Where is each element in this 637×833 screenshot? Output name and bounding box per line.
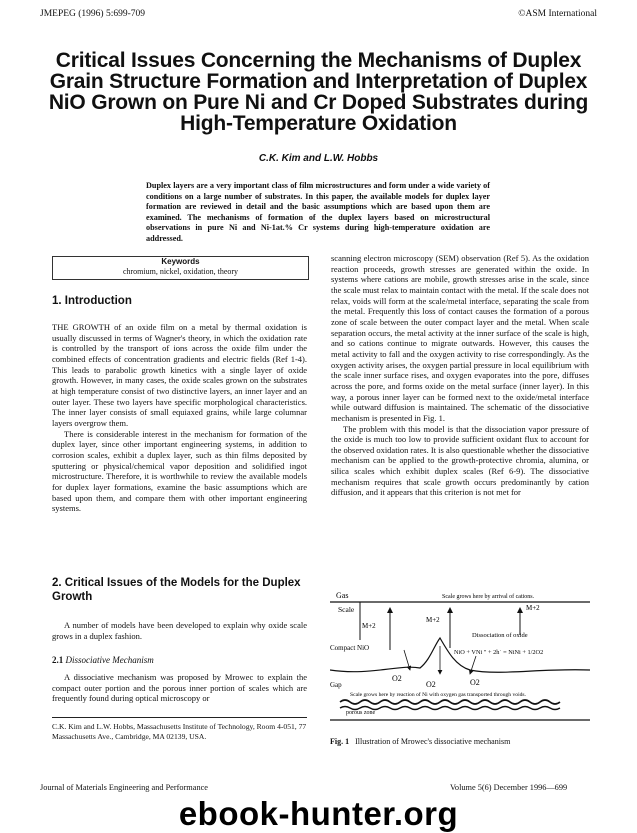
subsection-2-1-body [52, 672, 307, 704]
fig-gas-label: Gas [336, 591, 349, 600]
right-paragraph-1: scanning electron microscopy (SEM) observation (Ref 5). As the oxidation reaction proceeds, growth stresses are generated within the oxide. In systems where cations are mobile, growth stresses arise in the scale, since the scale must relax to maintain contact with the metal. If the scale does not relax, voids will form at the scale/metal interface, separating the scale from the metal. Frequently this loss of contact causes the formation of a porous zone of scale between the outer compact layer and the metal. When scale separation occurs, the metal activity at the inner surface of the scale is high, and so cations continue to migrate outwards. However, this causes the metal activity to fall and the oxygen activity to rise correspondingly. As the oxygen activity arises, the oxygen partial pressure in local equilibrium with the scale inner surface rises, and oxygen evaporates into the pore, diffuses across the pore, and forms oxide on the metal surface (inner layer). In this way, a porous inner layer can be formed next to the oxide/metal interface while outward diffusion is maintained. The schematic of the dissociative mechanism is presented in Fig. 1. [331, 253, 589, 423]
figure-caption-label: Fig. 1 [330, 737, 350, 746]
authors: C.K. Kim and L.W. Hobbs [258, 153, 379, 164]
fig-gap-label: Gap [330, 681, 342, 689]
keywords-heading: Keywords [161, 257, 200, 266]
fig-m2-right: M+2 [526, 604, 540, 612]
journal-id: JMEPEG (1996) 5:699-709 [40, 9, 146, 19]
fig-porous-zone-top [340, 700, 560, 704]
fig-compact-label: Compact NiO [330, 644, 370, 652]
section-1-heading: 1. Introduction [52, 295, 132, 307]
keywords-text: chromium, nickel, oxidation, theory [122, 267, 239, 276]
figure-1-diagram [330, 590, 590, 730]
fig-o2-1: O2 [392, 674, 402, 683]
fig-o2-2: O2 [426, 680, 436, 689]
watermark: ebook-hunter.org [178, 795, 459, 832]
subsection-2-1-heading [52, 655, 154, 665]
fig-scale-label: Scale [338, 605, 355, 614]
section-2-paragraph-2: A dissociative mechanism was proposed by Mrowec to explain the compact outer portion and the porous inner portion of scales which are frequently found during optical microscopy or [52, 672, 307, 704]
subsection-title: Dissociative Mechanism [65, 655, 154, 665]
paper-title: Critical Issues Concerning the Mechanisms of Duplex Grain Structure Formation and Interpretation of Duplex NiO Grown on Pure Ni and Cr Doped Substrates during High-Temperature Oxidation [48, 49, 589, 135]
subsection-number: 2.1 [52, 655, 64, 665]
section-1-body [52, 322, 307, 514]
fig-porous-label: porous zone [346, 710, 376, 716]
abstract: Duplex layers are a very important class of film microstructures and form under a wide variety of conditions on a large number of substrates. In this paper, the available models for duplex layer formation are reviewed in detail and the basic assumptions which are based upon them are examined. The mechanisms of formation of the duplex layers based on microstructural observations in pure Ni and Ni-1at.% Cr systems during high-temperature oxidation are addressed. [146, 181, 490, 243]
right-column-text [331, 253, 589, 498]
fig-dissociation-label: Dissociation of oxide [472, 632, 528, 639]
author-affiliation: C.K. Kim and L.W. Hobbs, Massachusetts Institute of Technology, Room 4-051, 77 Massachusetts Ave., Cambridge, MA 02139, USA. [52, 717, 307, 741]
fig-equation: NiO + VNi " + 2h˙ = NiNi + 1/2O2 [454, 649, 544, 656]
keywords-box [52, 256, 309, 280]
fig-o2-3: O2 [470, 678, 480, 687]
fig-bottom-note: Scale grows here by reaction of Ni with oxygen gas transported through voids. [350, 692, 527, 698]
section-2-intro [52, 620, 307, 641]
intro-paragraph-1: THE GROWTH of an oxide film on a metal by thermal oxidation is usually discussed in terms of Wagner's theory, in which the oxidation rate is controlled by the transport of ions across the oxide film under the combined effects of concentration gradients and electric fields (Ref 1-4). This leads to parabolic growth kinetics with a single layer of oxide growth. However, in many cases, the oxide scales grown on the substrates at high temperature consist of two distinctive layers, an inner layer and an outer layer. These two layers have specific morphological characteristics. The inner layer consists of small equiaxed grains, while large columnar layers overgrow them. [52, 322, 307, 428]
intro-paragraph-2: There is considerable interest in the mechanism for formation of the duplex layer, since other important engineering systems, in addition to corrosion scales, exhibit a duplex layer, such as thin films deposited by sputtering or physical/chemical vapor deposition and solidified ingot microstructure. Therefore, it is worthwhile to review the available models for duplex layer formations, examine the basic assumptions which are based upon them, and compare them with other important engineering systems. [52, 428, 307, 514]
footer-journal: Journal of Materials Engineering and Performance [40, 783, 208, 792]
footer-volume: Volume 5(6) December 1996—699 [450, 783, 568, 792]
right-paragraph-2: The problem with this model is that the dissociation vapor pressure of the oxide is much too low to provide sufficient oxidant flux to account for the observed oxidation rates. It is also questionable whether the dissociative mechanism can be applied to the growth-protective chromia, alumina, or silica scales which exhibit duplex scales (Ref 6-9). The dissociative mechanism requires that scale growth occurs predominantly by cation diffusion, and it appears that this criterion is not met for [331, 423, 590, 498]
copyright: ©ASM International [518, 9, 597, 19]
fig-m2-mid: M+2 [426, 616, 440, 624]
fig-top-note: Scale grows here by arrival of cations. [442, 594, 535, 600]
section-2-heading: 2. Critical Issues of the Models for the Duplex Growth [52, 577, 301, 603]
section-2-paragraph-1: A number of models have been developed to explain why oxide scale grows in a duplex fashion. [52, 620, 307, 641]
figure-1-caption [330, 737, 510, 746]
fig-m2-left: M+2 [362, 622, 376, 630]
figure-caption-text: Illustration of Mrowec's dissociative mechanism [355, 737, 511, 746]
